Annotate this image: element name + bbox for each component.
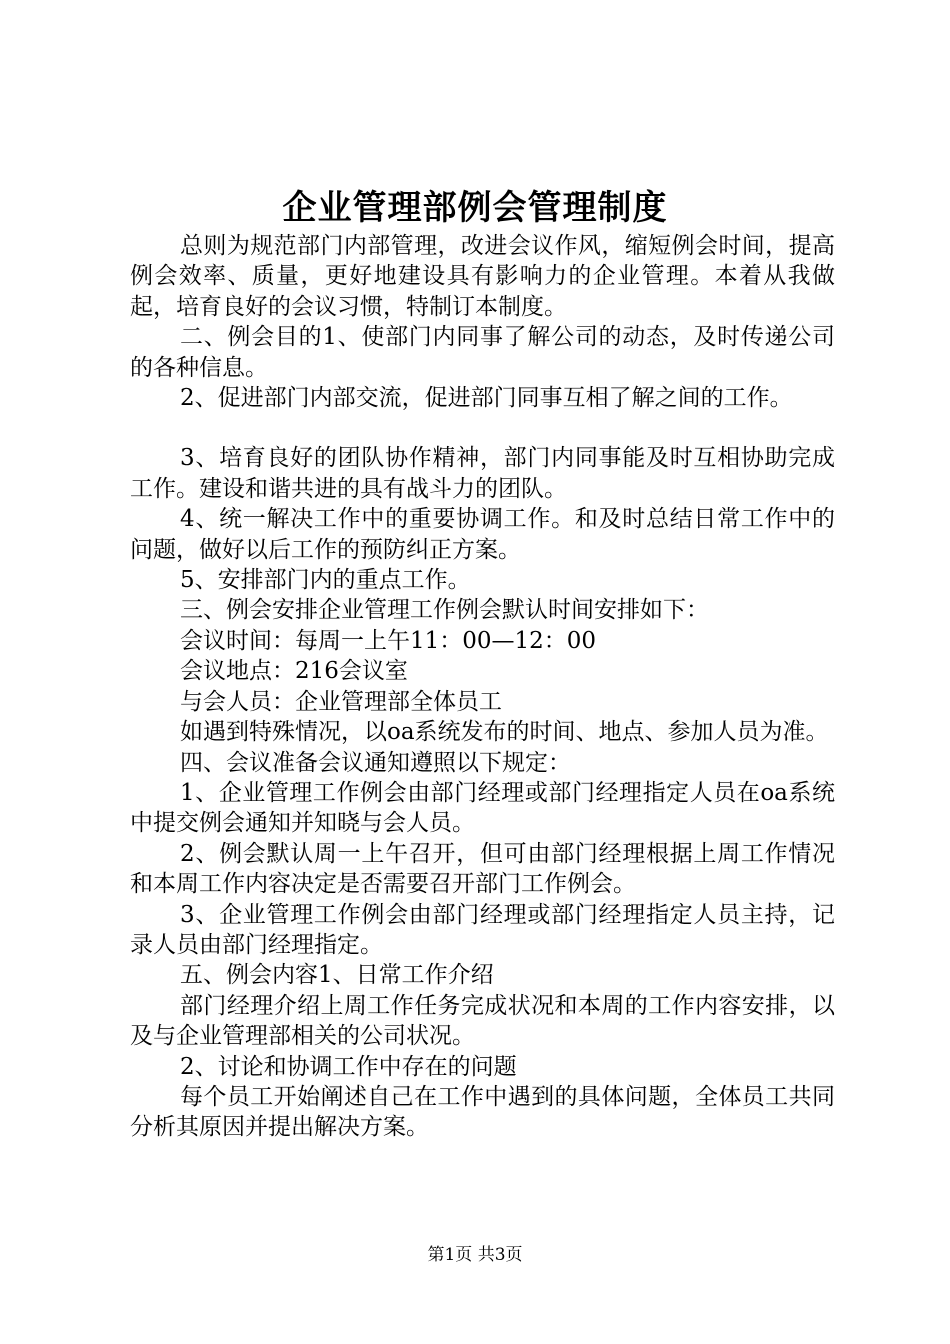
paragraph-content-2: 每个员工开始阐述自己在工作中遇到的具体问题，全体员工共同分析其原因并提出解决方案。 [130,1083,835,1141]
paragraph-content-1: 部门经理介绍上周工作任务完成状况和本周的工作内容安排，以及与企业管理部相关的公司状况。 [130,992,835,1050]
paragraph-preparation-3: 3、企业管理工作例会由部门经理或部门经理指定人员主持，记录人员由部门经理指定。 [130,901,835,958]
paragraph-purpose-3: 3、培育良好的团队协作精神，部门内同事能及时互相协助完成工作。建设和谐共进的具有战斗力的团队。 [130,445,835,502]
document-body [130,231,835,1143]
paragraph-purpose-4: 4、统一解决工作中的重要协调工作。和及时总结日常工作中的问题，做好以后工作的预防纠正方案。 [130,506,835,563]
paragraph-content-heading: 五、例会内容1、日常工作介绍 [180,962,494,989]
paragraph-general: 总则为规范部门内部管理，改进会议作风，缩短例会时间，提高例会效率、质量，更好地建设具有影响力的企业管理。本着从我做起，培育良好的会议习惯，特制订本制度。 [130,233,835,320]
paragraph-preparation-2: 2、例会默认周一上午召开，但可由部门经理根据上周工作情况和本周工作内容决定是否需要召开部门工作例会。 [130,840,835,898]
paragraph-purpose-1: 二、例会目的1、使部门内同事了解公司的动态，及时传递公司的各种信息。 [130,324,835,381]
paragraph-meeting-time: 会议时间：每周一上午11：00—12：00 [180,627,597,654]
document-title: 企业管理部例会管理制度 [282,188,668,228]
paragraph-meeting-location: 会议地点：216会议室 [180,658,408,685]
paragraph-content-2-heading: 2、讨论和协调工作中存在的问题 [180,1053,517,1080]
paragraph-preparation-heading: 四、会议准备会议通知遵照以下规定： [180,749,571,776]
page-indicator: 第1页 共3页 [427,1245,523,1265]
paragraph-special-cases: 如遇到特殊情况，以oa系统发布的时间、地点、参加人员为准。 [180,719,829,746]
paragraph-attendees: 与会人员：企业管理部全体员工 [180,688,502,715]
paragraph-schedule-heading: 三、例会安排企业管理工作例会默认时间安排如下： [180,597,709,624]
paragraph-preparation-1: 1、企业管理工作例会由部门经理或部门经理指定人员在oa系统中提交例会通知并知晓与会人员。 [130,779,835,837]
paragraph-purpose-5: 5、安排部门内的重点工作。 [180,567,471,594]
paragraph-purpose-2: 2、促进部门内部交流，促进部门同事互相了解之间的工作。 [180,385,793,412]
paragraph-gap [130,413,835,443]
